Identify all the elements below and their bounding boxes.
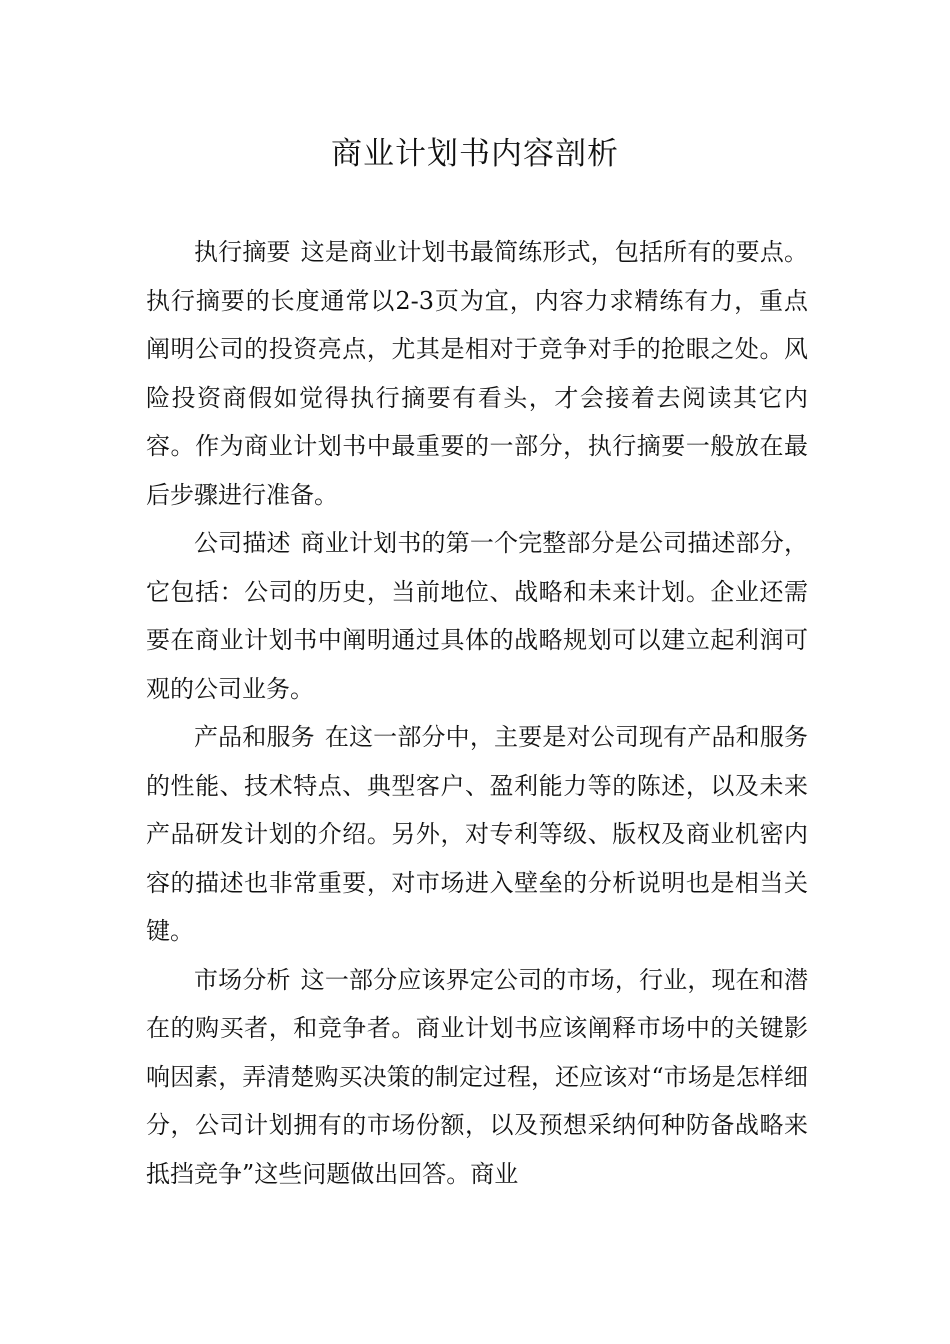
paragraph-text: 这一部分应该界定公司的市场，行业，现在和潜在的购买者，和竞争者。商业计划书应该阐释市场中的关键影响因素，弄清楚购买决策的制定过程，还应该对“市场是怎样细分，公司计划拥有的市场份额，以及预想采纳何种防备战略来抵挡竞争”这些问题做出回答。商业 [146,965,809,1188]
paragraph-heading: 市场分析 [194,965,291,994]
paragraph-heading: 产品和服务 [194,723,315,751]
paragraph-company-description [146,519,808,713]
document-title: 商业计划书内容剖析 [331,136,619,172]
document-body [146,228,808,1198]
paragraph-market-analysis [146,956,808,1199]
paragraph-products-services [146,713,808,956]
paragraph-executive-summary [146,228,808,519]
paragraph-heading: 公司描述 [194,529,291,557]
paragraph-text: 这是商业计划书最简练形式，包括所有的要点。执行摘要的长度通常以2-3页为宜，内容力求精练有力，重点阐明公司的投资亮点，尤其是相对于竞争对手的抢眼之处。风险投资商假如觉得执行摘要有看头，才会接着去阅读其它内容。作为商业计划书中最重要的一部分，执行摘要一般放在最后步骤进行准备。 [146,238,809,509]
paragraph-text: 在这一部分中，主要是对公司现有产品和服务的性能、技术特点、典型客户、盈利能力等的陈述，以及未来产品研发计划的介绍。另外，对专利等级、版权及商业机密内容的描述也非常重要，对市场进入壁垒的分析说明也是相当关键。 [146,723,809,945]
paragraph-heading: 执行摘要 [194,238,291,266]
paragraph-text: 商业计划书的第一个完整部分是公司描述部分，它包括：公司的历史，当前地位、战略和未来计划。企业还需要在商业计划书中阐明通过具体的战略规划可以建立起利润可观的公司业务。 [146,529,809,703]
